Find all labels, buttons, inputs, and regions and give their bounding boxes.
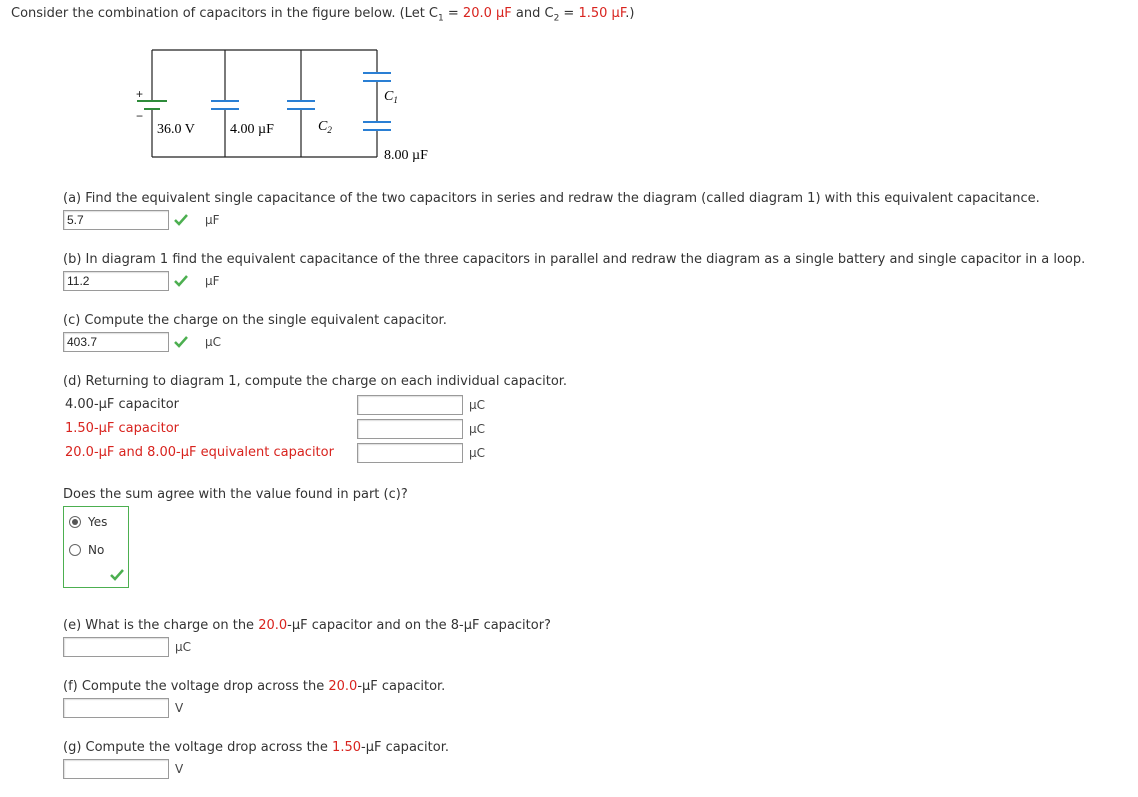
part-c-check-icon xyxy=(173,335,189,349)
part-a-check-icon xyxy=(173,213,189,227)
part-d-unit: µC xyxy=(469,398,486,412)
sum-agree-check-icon xyxy=(109,568,125,582)
part-d-unit: µC xyxy=(469,422,486,436)
radio-no[interactable] xyxy=(69,544,81,556)
part-d-question: (d) Returning to diagram 1, compute the charge on each individual capacitor. xyxy=(63,374,568,389)
part-d-input-1-5uf[interactable] xyxy=(357,419,463,439)
part-a-unit: µF xyxy=(205,213,220,227)
c1-label: $C_1$ xyxy=(384,89,398,105)
battery-voltage-label: 36.0 V xyxy=(157,122,195,137)
part-f-input[interactable] xyxy=(63,698,169,718)
part-e-unit: µC xyxy=(175,640,192,654)
part-f-question: (f) Compute the voltage drop across the 20.0-µF capacitor. xyxy=(63,679,446,694)
part-c-question: (c) Compute the charge on the single equivalent capacitor. xyxy=(63,313,447,328)
radio-yes[interactable] xyxy=(69,516,81,528)
sum-agree-radio-group xyxy=(63,506,129,588)
battery-minus-sign: − xyxy=(136,109,144,123)
part-b-input[interactable]: 11.2 xyxy=(63,271,169,291)
circuit-wires xyxy=(152,50,377,157)
radio-yes-label[interactable]: Yes xyxy=(88,515,108,529)
part-g-question: (g) Compute the voltage drop across the 1.50-µF capacitor. xyxy=(63,740,449,755)
part-d-unit: µC xyxy=(469,446,486,460)
c2-label: $C_2$ xyxy=(318,119,332,135)
part-c-input[interactable]: 403.7 xyxy=(63,332,169,352)
part-e-question: (e) What is the charge on the 20.0-µF capacitor and on the 8-µF capacitor? xyxy=(63,618,551,633)
part-g-input[interactable] xyxy=(63,759,169,779)
part-g-unit: V xyxy=(175,762,184,776)
part-a-question: (a) Find the equivalent single capacitance of the two capacitors in series and redraw the diagram (called diagram 1) with this equivalent capacitance. xyxy=(63,191,1040,206)
part-d-row-label: 20.0-µF and 8.00-µF equivalent capacitor xyxy=(65,445,334,460)
part-b-unit: µF xyxy=(205,274,220,288)
part-d-row-label: 4.00-µF capacitor xyxy=(65,397,180,412)
part-f-unit: V xyxy=(175,701,184,715)
part-d-input-4uf[interactable] xyxy=(357,395,463,415)
part-c-unit: µC xyxy=(205,335,222,349)
sum-agree-question: Does the sum agree with the value found in part (c)? xyxy=(63,487,408,502)
part-d-row-label: 1.50-µF capacitor xyxy=(65,421,180,436)
capacitor-8uf-label: 8.00 µF xyxy=(384,148,428,163)
part-d-input-equivalent[interactable] xyxy=(357,443,463,463)
circuit-diagram xyxy=(125,40,465,170)
capacitor-4uf-label: 4.00 µF xyxy=(230,122,274,137)
radio-no-label[interactable]: No xyxy=(88,543,105,557)
battery-plus-sign: + xyxy=(136,87,144,101)
part-e-input[interactable] xyxy=(63,637,169,657)
problem-intro: Consider the combination of capacitors in the figure below. (Let $C_1 = 20.0$ µF and $C_2 = 1.50$ µF.) xyxy=(11,6,635,24)
part-a-input[interactable]: 5.7 xyxy=(63,210,169,230)
part-b-question: (b) In diagram 1 find the equivalent capacitance of the three capacitors in parallel and redraw the diagram as a single battery and single capacitor in a loop. xyxy=(63,252,1086,267)
part-b-check-icon xyxy=(173,274,189,288)
